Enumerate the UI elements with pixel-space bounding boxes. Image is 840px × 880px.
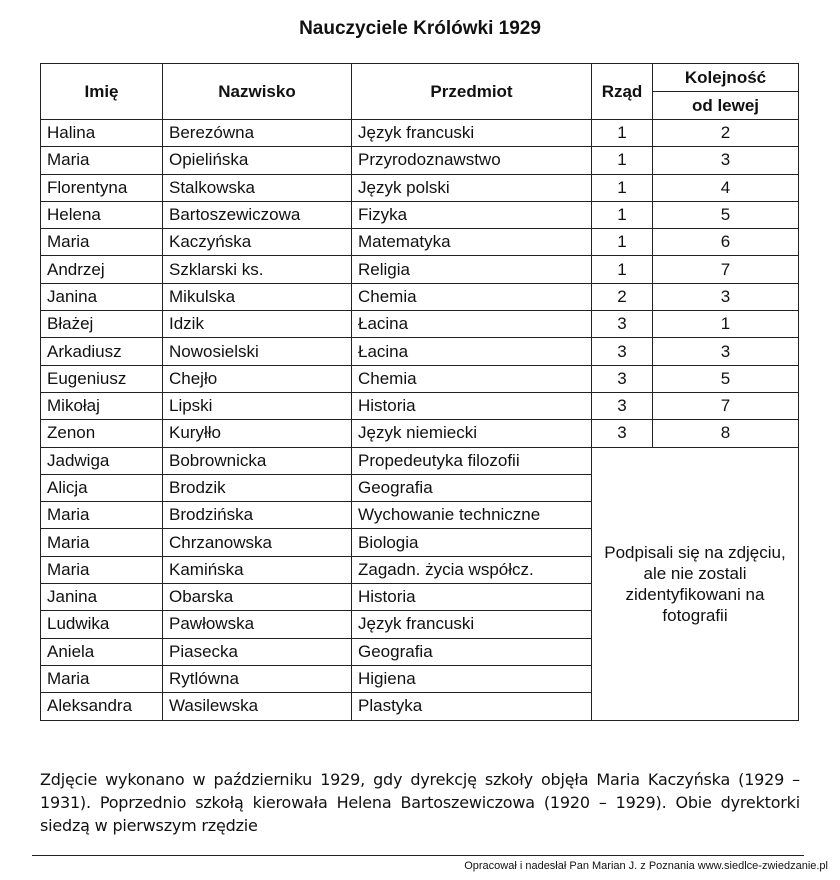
cell-first-name: Alicja (41, 474, 163, 501)
cell-first-name: Arkadiusz (41, 338, 163, 365)
table-row (41, 392, 799, 419)
cell-last-name: Wasilewska (163, 693, 352, 720)
table-row (41, 283, 799, 310)
cell-subject: Język niemiecki (352, 420, 592, 447)
cell-first-name: Aleksandra (41, 693, 163, 720)
cell-last-name: Nowosielski (163, 338, 352, 365)
cell-first-name: Ludwika (41, 611, 163, 638)
header-last-name: Nazwisko (163, 64, 352, 120)
page-title: Nauczyciele Królówki 1929 (299, 18, 541, 39)
table-row (41, 147, 799, 174)
cell-first-name: Janina (41, 283, 163, 310)
cell-last-name: Bartoszewiczowa (163, 201, 352, 228)
header-row: Rząd (592, 64, 653, 120)
cell-row: 3 (592, 392, 653, 419)
cell-last-name: Idzik (163, 311, 352, 338)
cell-first-name: Helena (41, 201, 163, 228)
cell-subject: Język francuski (352, 611, 592, 638)
cell-row: 3 (592, 420, 653, 447)
table-row (41, 311, 799, 338)
cell-first-name: Aniela (41, 638, 163, 665)
cell-first-name: Mikołaj (41, 392, 163, 419)
cell-first-name: Janina (41, 584, 163, 611)
table-row (41, 420, 799, 447)
cell-last-name: Obarska (163, 584, 352, 611)
cell-subject: Propedeutyka filozofii (352, 447, 592, 474)
header-order-top: Kolejność (653, 64, 799, 92)
cell-first-name: Florentyna (41, 174, 163, 201)
cell-order: 3 (653, 283, 799, 310)
cell-subject: Łacina (352, 338, 592, 365)
cell-last-name: Szklarski ks. (163, 256, 352, 283)
cell-last-name: Lipski (163, 392, 352, 419)
cell-row: 3 (592, 338, 653, 365)
cell-order: 7 (653, 256, 799, 283)
cell-subject: Religia (352, 256, 592, 283)
cell-subject: Język polski (352, 174, 592, 201)
cell-last-name: Bobrownicka (163, 447, 352, 474)
cell-subject: Wychowanie techniczne (352, 502, 592, 529)
cell-subject: Matematyka (352, 229, 592, 256)
cell-row: 1 (592, 120, 653, 147)
cell-subject: Geografia (352, 638, 592, 665)
cell-last-name: Chrzanowska (163, 529, 352, 556)
cell-first-name: Maria (41, 665, 163, 692)
table-row (41, 120, 799, 147)
cell-first-name: Halina (41, 120, 163, 147)
table-row (41, 174, 799, 201)
cell-order: 4 (653, 174, 799, 201)
cell-last-name: Berezówna (163, 120, 352, 147)
cell-order: 1 (653, 311, 799, 338)
cell-subject: Zagadn. życia współcz. (352, 556, 592, 583)
cell-order: 7 (653, 392, 799, 419)
cell-first-name: Jadwiga (41, 447, 163, 474)
cell-last-name: Stalkowska (163, 174, 352, 201)
cell-order: 3 (653, 147, 799, 174)
cell-first-name: Maria (41, 229, 163, 256)
cell-first-name: Maria (41, 502, 163, 529)
cell-row: 1 (592, 256, 653, 283)
cell-subject: Chemia (352, 283, 592, 310)
cell-first-name: Andrzej (41, 256, 163, 283)
cell-subject: Przyrodoznawstwo (352, 147, 592, 174)
cell-last-name: Brodzińska (163, 502, 352, 529)
cell-last-name: Brodzik (163, 474, 352, 501)
cell-last-name: Mikulska (163, 283, 352, 310)
cell-order: 5 (653, 365, 799, 392)
cell-last-name: Kaczyńska (163, 229, 352, 256)
table-row (41, 365, 799, 392)
cell-subject: Chemia (352, 365, 592, 392)
table-row (41, 338, 799, 365)
cell-subject: Historia (352, 392, 592, 419)
cell-subject: Łacina (352, 311, 592, 338)
cell-first-name: Eugeniusz (41, 365, 163, 392)
cell-order: 5 (653, 201, 799, 228)
cell-subject: Fizyka (352, 201, 592, 228)
cell-order: 2 (653, 120, 799, 147)
table-body (41, 120, 799, 721)
table-row (41, 256, 799, 283)
cell-subject: Plastyka (352, 693, 592, 720)
table-row (41, 201, 799, 228)
cell-last-name: Chejło (163, 365, 352, 392)
footer-note: Zdjęcie wykonano w październiku 1929, gdy dyrekcję szkoły objęła Maria Kaczyńska (1929 – 1931). Poprzednio szkołą kierowała Helena Bartoszewiczowa (1920 – 1929). Obie dyrektorki siedzą w pierwszym rzędzie (40, 770, 800, 835)
cell-first-name: Zenon (41, 420, 163, 447)
cell-subject: Historia (352, 584, 592, 611)
cell-last-name: Kamińska (163, 556, 352, 583)
cell-first-name: Maria (41, 529, 163, 556)
credit-line: Opracował i nadesłał Pan Marian J. z Poznania www.siedlce-zwiedzanie.pl (464, 860, 828, 872)
cell-last-name: Rytlówna (163, 665, 352, 692)
table-row (41, 229, 799, 256)
cell-order: 3 (653, 338, 799, 365)
cell-order: 6 (653, 229, 799, 256)
cell-last-name: Opielińska (163, 147, 352, 174)
cell-subject: Higiena (352, 665, 592, 692)
header-first-name: Imię (41, 64, 163, 120)
unidentified-note: Podpisali się na zdjęciu, ale nie zostali zidentyfikowani na fotografii (592, 447, 799, 720)
cell-last-name: Piasecka (163, 638, 352, 665)
cell-first-name: Maria (41, 147, 163, 174)
cell-row: 2 (592, 283, 653, 310)
cell-order: 8 (653, 420, 799, 447)
header-order-bottom: od lewej (653, 92, 799, 120)
cell-row: 1 (592, 147, 653, 174)
header-subject: Przedmiot (352, 64, 592, 120)
cell-row: 1 (592, 201, 653, 228)
table-row (41, 447, 799, 474)
cell-last-name: Pawłowska (163, 611, 352, 638)
teachers-table (40, 63, 799, 721)
cell-row: 3 (592, 365, 653, 392)
cell-subject: Geografia (352, 474, 592, 501)
cell-first-name: Błażej (41, 311, 163, 338)
cell-row: 3 (592, 311, 653, 338)
cell-last-name: Kuryłło (163, 420, 352, 447)
cell-subject: Biologia (352, 529, 592, 556)
cell-subject: Język francuski (352, 120, 592, 147)
cell-first-name: Maria (41, 556, 163, 583)
divider (32, 855, 804, 856)
cell-row: 1 (592, 229, 653, 256)
cell-row: 1 (592, 174, 653, 201)
